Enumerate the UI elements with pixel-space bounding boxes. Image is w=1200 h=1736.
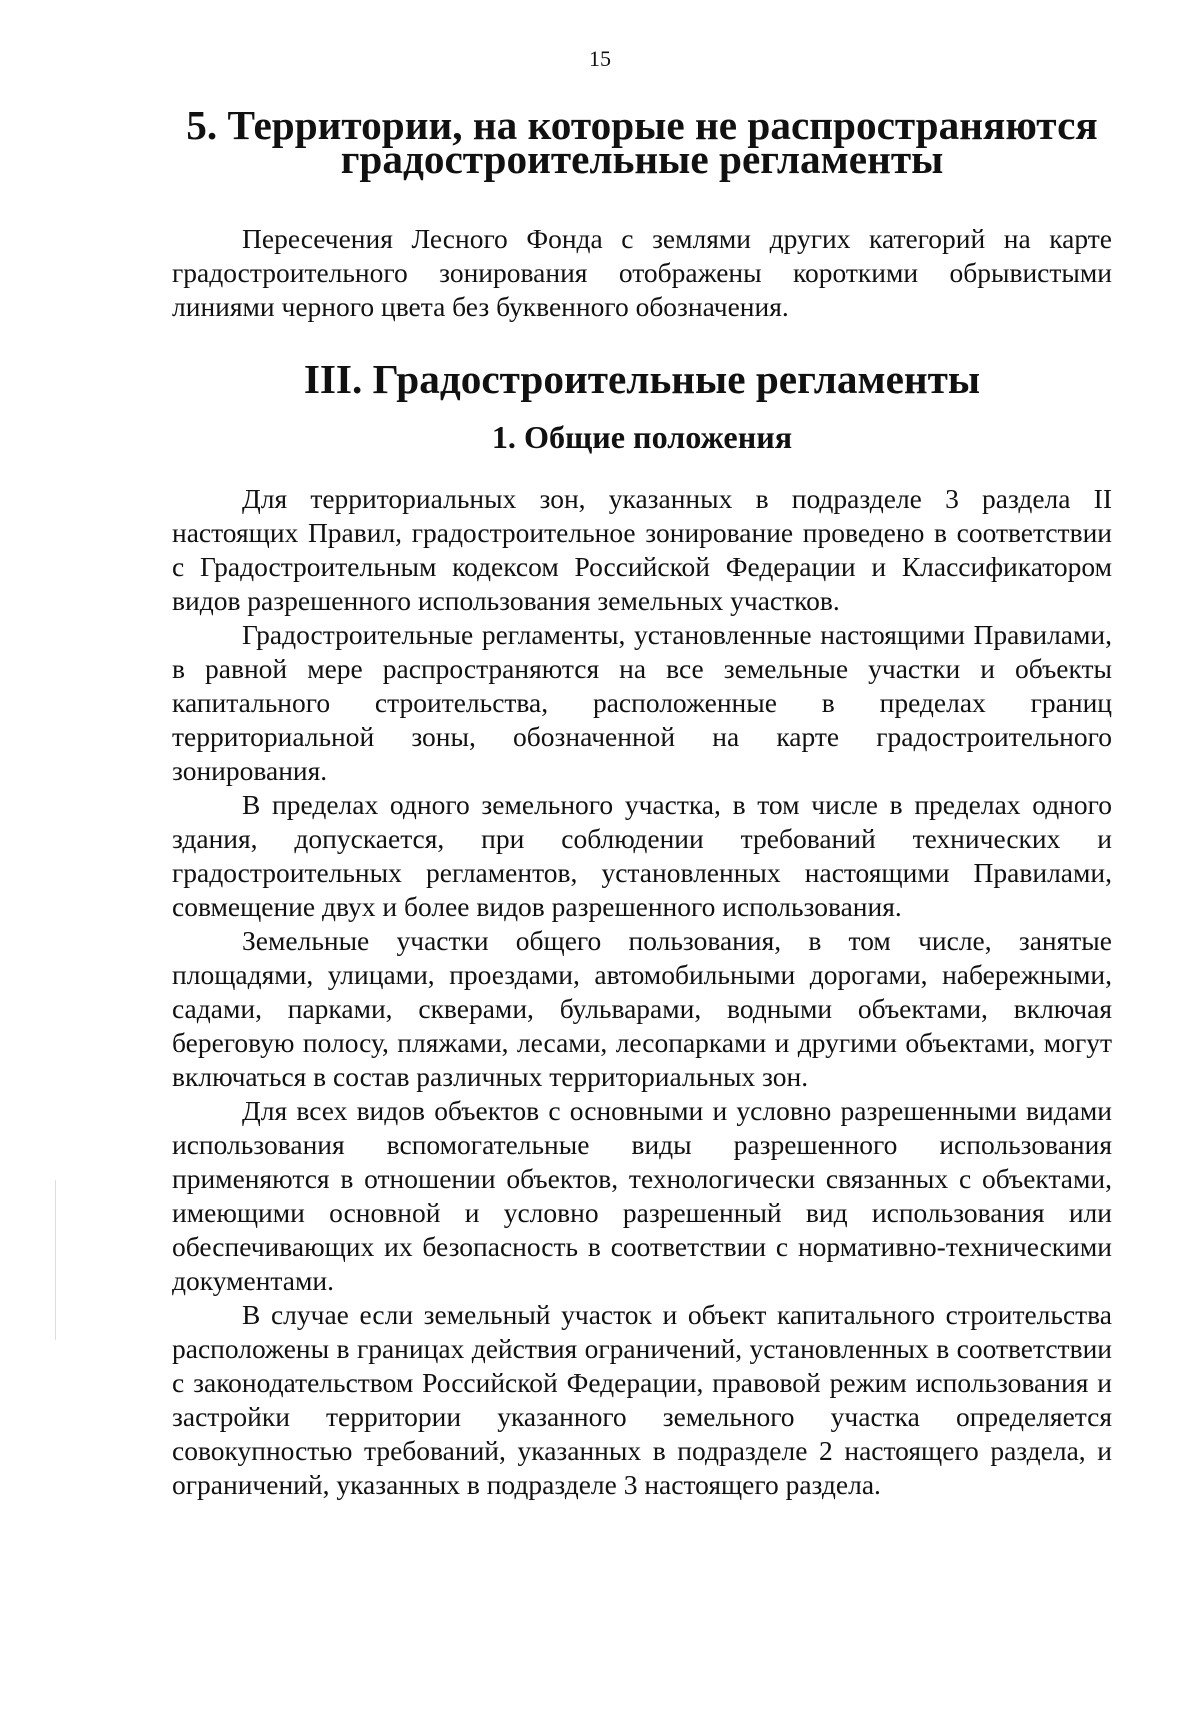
section-5-heading: [172, 102, 1112, 182]
section-5-heading-line-1: 5. Территории, на которые не распространяются: [186, 102, 1098, 148]
paragraph-public-land: Земельные участки общего пользования, в том числе, занятые площадями, улицами, проездами, автомобильными дорогами, набережными, садами, парками, скверами, бульварами, водными объектами, включая береговую полосу, пляжами, лесами, лесопарками и другими объектами, могут включаться в состав различных территориальных зон.: [172, 925, 1112, 1092]
part-3-heading: III. Градостроительные регламенты: [303, 356, 981, 402]
section-5-heading-line-2: градостроительные регламенты: [340, 136, 944, 182]
scan-margin-mark: [55, 1180, 56, 1340]
paragraph-regulations-scope: Градостроительные регламенты, установленные настоящими Правилами, в равной мере распространяются на все земельные участки и объекты капитального строительства, расположенные в пределах границ территориальной зоны, обозначенной на карте градостроительного зонирования.: [172, 619, 1112, 786]
section-5-paragraph: Пересечения Лесного Фонда с землями других категорий на карте градостроительного зонирования отображены короткими обрывистыми линиями черного цвета без буквенного обозначения.: [172, 223, 1112, 322]
paragraph-auxiliary-use: Для всех видов объектов с основными и условно разрешенными видами использования вспомогательные виды разрешенного использования применяются в отношении объектов, технологически связанных с объектами, имеющими основной и условно разрешенный вид использования или обеспечивающих их безопасность в соответствии с нормативно-техническими документами.: [172, 1095, 1112, 1296]
general-provisions-heading: 1. Общие положения: [491, 419, 793, 455]
page-number: 15: [589, 46, 611, 71]
paragraph-combined-use: В пределах одного земельного участка, в том числе в пределах одного здания, допускается, при соблюдении требований технических и градостроительных регламентов, установленных настоящими Правилами, совмещение двух и более видов разрешенного использования.: [172, 789, 1112, 922]
paragraph-territorial-zones: Для территориальных зон, указанных в подразделе 3 раздела II настоящих Правил, градостроительное зонирование проведено в соответствии с Градостроительным кодексом Российской Федерации и Классификатором видов разрешенного использования земельных участков.: [172, 483, 1112, 616]
document-body: [172, 102, 1112, 1502]
paragraph-restrictions: В случае если земельный участок и объект капитального строительства расположены в границах действия ограничений, установленных в соответствии с законодательством Российской Федерации, правовой режим использования и застройки территории указанного земельного участка определяется совокупностью требований, указанных в подразделе 2 настоящего раздела, и ограничений, указанных в подразделе 3 настоящего раздела.: [172, 1299, 1112, 1500]
